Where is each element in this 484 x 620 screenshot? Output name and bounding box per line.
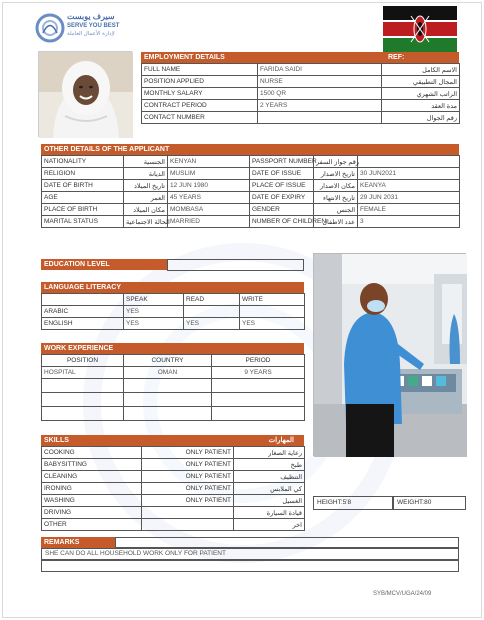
skill-row xyxy=(42,459,305,471)
detail-label: NUMBER OF CHILDREN xyxy=(250,216,314,228)
logo-arabic: سيرف يوبست xyxy=(67,12,115,21)
skill-name: OTHER xyxy=(42,519,142,531)
experience-row xyxy=(42,367,305,379)
experience-header-row xyxy=(42,355,305,367)
ref-label: REF: xyxy=(385,52,459,63)
remarks-empty-row xyxy=(41,560,459,572)
skill-arabic: التنظيف xyxy=(234,471,305,483)
field-value xyxy=(258,112,382,124)
language-name: ARABIC xyxy=(42,306,124,318)
detail-label: PLACE OF ISSUE xyxy=(250,180,314,192)
detail-value: KENYAN xyxy=(168,156,250,168)
height-box: HEIGHT:5'8 xyxy=(313,496,393,510)
field-arabic: رقم الجوال xyxy=(382,112,460,124)
detail-arabic: تاريخ الميلاد xyxy=(124,180,168,192)
cv-page xyxy=(2,2,482,618)
field-arabic: المجال التطبيقي xyxy=(382,76,460,88)
field-value: FARIDA SAIDI xyxy=(258,64,382,76)
skill-value xyxy=(142,519,234,531)
education-header: EDUCATION LEVEL xyxy=(41,259,167,270)
skills-label-arabic: المهارات xyxy=(268,437,294,444)
field-label: FULL NAME xyxy=(142,64,258,76)
experience-row xyxy=(42,393,305,407)
language-speak: YES xyxy=(124,306,184,318)
col-write: WRITE xyxy=(240,294,305,306)
language-read xyxy=(184,306,240,318)
details-row xyxy=(42,168,460,180)
detail-arabic: الجنسية xyxy=(124,156,168,168)
language-name: ENGLISH xyxy=(42,318,124,330)
detail-label: PLACE OF BIRTH xyxy=(42,204,124,216)
field-label: CONTRACT PERIOD xyxy=(142,100,258,112)
field-value: NURSE xyxy=(258,76,382,88)
language-table xyxy=(41,293,305,330)
detail-label: AGE xyxy=(42,192,124,204)
employment-row xyxy=(142,100,460,112)
language-header-row xyxy=(42,294,305,306)
skills-header xyxy=(41,435,304,446)
skill-name: BABYSITTING xyxy=(42,459,142,471)
details-row xyxy=(42,204,460,216)
experience-period: 9 YEARS xyxy=(212,367,305,379)
skill-row xyxy=(42,483,305,495)
detail-value: 45 YEARS xyxy=(168,192,250,204)
details-row xyxy=(42,156,460,168)
language-row xyxy=(42,318,305,330)
field-arabic: الراتب الشهري xyxy=(382,88,460,100)
weight-box: WEIGHT:80 xyxy=(393,496,466,510)
employment-row xyxy=(142,112,460,124)
skill-value: ONLY PATIENT xyxy=(142,483,234,495)
skill-name: DRIVING xyxy=(42,507,142,519)
field-arabic: الاسم الكامل xyxy=(382,64,460,76)
detail-arabic: العمر xyxy=(124,192,168,204)
skill-value xyxy=(142,507,234,519)
detail-value: FEMALE xyxy=(358,204,460,216)
language-speak: YES xyxy=(124,318,184,330)
col-speak: SPEAK xyxy=(124,294,184,306)
detail-value: KEANYA xyxy=(358,180,460,192)
employment-row xyxy=(142,76,460,88)
applicant-portrait xyxy=(38,51,132,137)
detail-label: RELIGION xyxy=(42,168,124,180)
employment-row xyxy=(142,88,460,100)
details-row xyxy=(42,180,460,192)
field-label: CONTACT NUMBER xyxy=(142,112,258,124)
skill-row xyxy=(42,447,305,459)
skill-value: ONLY PATIENT xyxy=(142,495,234,507)
skill-value: ONLY PATIENT xyxy=(142,447,234,459)
detail-label: MARITAL STATUS xyxy=(42,216,124,228)
skill-name: CLEANING xyxy=(42,471,142,483)
language-read: YES xyxy=(184,318,240,330)
skills-label: SKILLS xyxy=(44,437,69,444)
detail-arabic: مكان الميلاد xyxy=(124,204,168,216)
education-value-box xyxy=(167,259,304,271)
detail-arabic: تاريخ الانتهاء xyxy=(314,192,358,204)
detail-arabic: الجنس xyxy=(314,204,358,216)
language-write: YES xyxy=(240,318,305,330)
footer-code: SYB/MCV/UGA/24/09 xyxy=(373,591,432,597)
detail-label: DATE OF EXPIRY xyxy=(250,192,314,204)
skill-arabic: رعاية الصغار xyxy=(234,447,305,459)
col-country: COUNTRY xyxy=(124,355,212,367)
skill-arabic: الغسيل xyxy=(234,495,305,507)
skills-table xyxy=(41,446,305,531)
logo-sub: لإدارة الأعمال العاملة xyxy=(67,31,115,37)
employment-header: EMPLOYMENT DETAILS xyxy=(141,52,385,63)
remarks-text: SHE CAN DO ALL HOUSEHOLD WORK ONLY FOR PATIENT xyxy=(41,548,459,560)
skill-value: ONLY PATIENT xyxy=(142,471,234,483)
skill-row xyxy=(42,507,305,519)
experience-country: OMAN xyxy=(124,367,212,379)
detail-label: PASSPORT NUMBER xyxy=(250,156,314,168)
applicant-work-photo xyxy=(313,253,466,456)
other-details-header: OTHER DETAILS OF THE APPLICANT xyxy=(41,144,459,155)
field-value: 1500 QR xyxy=(258,88,382,100)
detail-label: DATE OF BIRTH xyxy=(42,180,124,192)
skill-name: WASHING xyxy=(42,495,142,507)
details-row xyxy=(42,216,460,228)
detail-arabic: مكان الاصدار xyxy=(314,180,358,192)
language-header: LANGUAGE LITERACY xyxy=(41,282,304,293)
skill-name: COOKING xyxy=(42,447,142,459)
detail-value: MARRIED xyxy=(168,216,250,228)
detail-arabic: عدد الاطفال xyxy=(314,216,358,228)
detail-label: DATE OF ISSUE xyxy=(250,168,314,180)
field-label: POSITION APPLIED xyxy=(142,76,258,88)
field-label: MONTHLY SALARY xyxy=(142,88,258,100)
employment-table xyxy=(141,63,460,124)
logo-name: SERVE YOU BEST xyxy=(67,23,120,29)
language-row xyxy=(42,306,305,318)
details-row xyxy=(42,192,460,204)
detail-arabic: الديانة xyxy=(124,168,168,180)
company-logo xyxy=(35,11,135,45)
detail-value: MOMBASA xyxy=(168,204,250,216)
detail-arabic: رقم جواز السفر xyxy=(314,156,358,168)
detail-value: 3 xyxy=(358,216,460,228)
detail-value: MUSLIM xyxy=(168,168,250,180)
experience-position: HOSPITAL xyxy=(42,367,124,379)
remarks-header-box xyxy=(115,537,459,548)
detail-value: 12 JUN 1980 xyxy=(168,180,250,192)
kenya-flag-icon xyxy=(383,6,457,52)
skill-arabic: كي الملابس xyxy=(234,483,305,495)
employment-row xyxy=(142,64,460,76)
experience-table xyxy=(41,354,305,421)
col-position: POSITION xyxy=(42,355,124,367)
detail-value xyxy=(358,156,460,168)
skill-row xyxy=(42,495,305,507)
detail-value: 30 JUN2021 xyxy=(358,168,460,180)
experience-header: WORK EXPERIENCE xyxy=(41,343,304,354)
detail-arabic: الحالة الاجتماعية xyxy=(124,216,168,228)
experience-row xyxy=(42,379,305,393)
field-value: 2 YEARS xyxy=(258,100,382,112)
skill-row xyxy=(42,471,305,483)
remarks-header: REMARKS xyxy=(41,537,115,548)
col-period: PERIOD xyxy=(212,355,305,367)
skill-arabic: اخر xyxy=(234,519,305,531)
skill-row xyxy=(42,519,305,531)
experience-row xyxy=(42,407,305,421)
language-write xyxy=(240,306,305,318)
skill-arabic: قيادة السيارة xyxy=(234,507,305,519)
detail-label: GENDER xyxy=(250,204,314,216)
other-details-table xyxy=(41,155,460,228)
detail-label: NATIONALITY xyxy=(42,156,124,168)
col-read: READ xyxy=(184,294,240,306)
skill-value: ONLY PATIENT xyxy=(142,459,234,471)
skill-arabic: طبخ xyxy=(234,459,305,471)
detail-value: 29 JUN 2031 xyxy=(358,192,460,204)
field-arabic: مدة العقد xyxy=(382,100,460,112)
skill-name: IRONING xyxy=(42,483,142,495)
detail-arabic: تاريخ الاصدار xyxy=(314,168,358,180)
